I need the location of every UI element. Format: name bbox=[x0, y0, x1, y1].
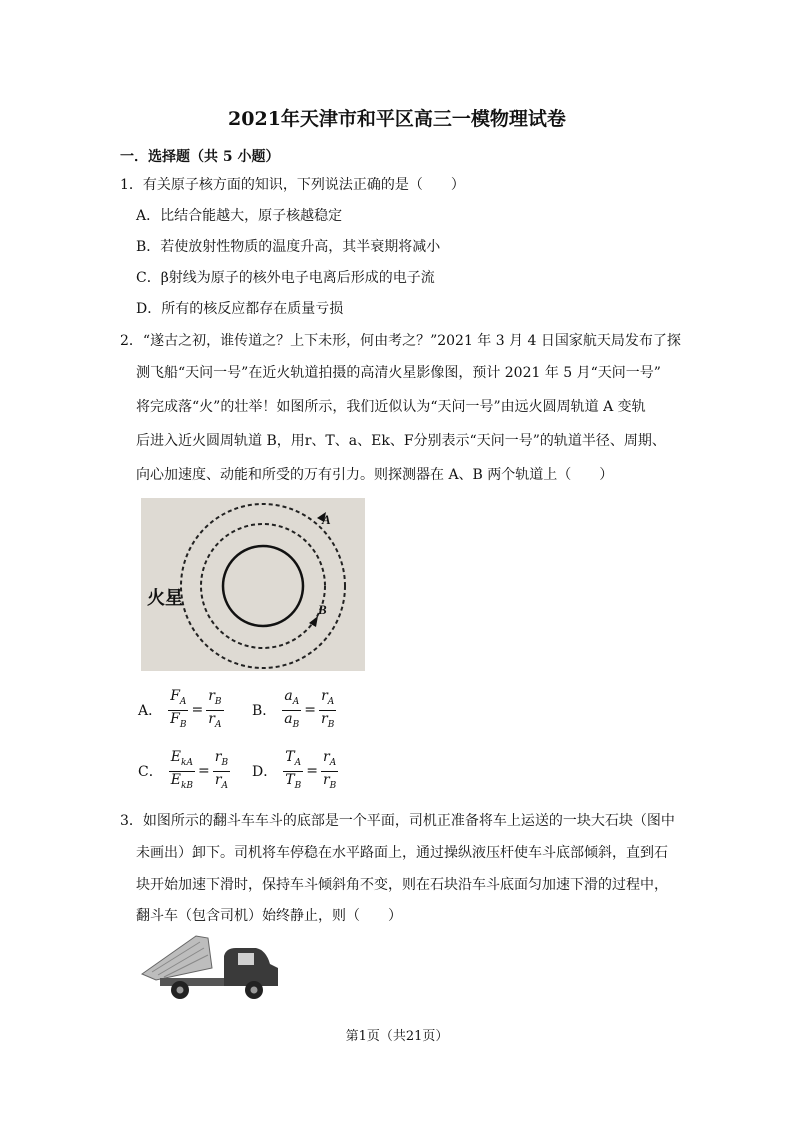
q1-option-d: D．所有的核反应都存在质量亏损 bbox=[136, 301, 344, 317]
q2-stem-line-5: 向心加速度、动能和所受的万有引力。则探测器在 A、B 两个轨道上（ ） bbox=[136, 467, 614, 483]
equals-sign: = bbox=[198, 763, 210, 780]
q2-stem-line-4: 后进入近火圆周轨道 B，用r、T、a、Ek、F分别表示“天问一号”的轨道半径、周期、 bbox=[136, 433, 666, 449]
fraction-left: $\frac{a_A}{a_B}$ bbox=[284, 688, 300, 730]
q2-stem-line-3: 将完成落“火”的壮举！如图所示，我们近似认为“天问一号”由远火圆周轨道 A 变轨 bbox=[136, 399, 646, 415]
equals-sign: = bbox=[304, 702, 317, 719]
q2-option-b bbox=[252, 688, 336, 733]
q2-stem-line-2: 测飞船“天问一号”在近火轨道拍摄的高清火星影像图，预计 2021 年 5 月“天问一号” bbox=[136, 365, 661, 381]
option-label: A． bbox=[138, 703, 163, 720]
fraction-left: $\frac{T_A}{T_B}$ bbox=[285, 749, 302, 791]
fraction-right: $\frac{r_B}{r_A}$ bbox=[208, 688, 222, 730]
q2-option-c bbox=[138, 749, 230, 794]
section-heading: 一．选择题（共 5 小题） bbox=[120, 149, 280, 165]
q1-option-a: A．比结合能越大，原子核越稳定 bbox=[136, 208, 343, 224]
q1-option-b: B．若使放射性物质的温度升高，其半衰期将减小 bbox=[136, 239, 441, 255]
q2-stem-line-1: 2．“遂古之初，谁传道之？上下未形，何由考之？”2021 年 3 月 4 日国家航天局发布了探 bbox=[120, 333, 681, 349]
q3-stem-line-4: 翻斗车（包含司机）始终静止，则（ ） bbox=[136, 908, 402, 924]
mars-orbit-figure bbox=[141, 498, 365, 671]
page-title: 2021年天津市和平区高三一模物理试卷 bbox=[228, 108, 566, 130]
dump-truck-icon bbox=[138, 928, 283, 1006]
q2-option-a bbox=[138, 688, 224, 733]
orbit-b-label: B bbox=[318, 602, 327, 617]
q2-option-d bbox=[252, 749, 338, 794]
equals-sign: = bbox=[191, 702, 204, 719]
option-label: B． bbox=[252, 703, 277, 720]
mars-surface-circle bbox=[223, 546, 303, 626]
fraction-left: $\frac{F_A}{F_B}$ bbox=[170, 688, 187, 730]
q1-option-c: C．β射线为原子的核外电子电离后形成的电子流 bbox=[136, 270, 435, 286]
option-label: C． bbox=[138, 764, 163, 781]
planet-label: 火星 bbox=[147, 588, 183, 608]
orbit-diagram bbox=[141, 498, 365, 671]
orbit-a-label: A bbox=[322, 512, 331, 527]
fraction-right: $\frac{r_A}{r_B}$ bbox=[321, 688, 335, 730]
option-label: D． bbox=[252, 764, 278, 781]
q3-stem-line-1: 3．如图所示的翻斗车车斗的底部是一个平面，司机正准备将车上运送的一块大石块（图中 bbox=[120, 813, 675, 829]
dump-truck-figure bbox=[138, 928, 283, 1006]
fraction-left: $\frac{E_{kA}}{E_{kB}}$ bbox=[170, 749, 194, 791]
q3-stem-line-2: 未画出）卸下。司机将车停稳在水平路面上，通过操纵液压杆使车斗底部倾斜，直到石 bbox=[136, 845, 668, 861]
q3-stem-line-3: 块开始加速下滑时，保持车斗倾斜角不变，则在石块沿车斗底面匀加速下滑的过程中， bbox=[136, 877, 668, 893]
orbit-b-circle bbox=[201, 524, 325, 648]
equals-sign: = bbox=[306, 763, 318, 780]
q1-stem: 1．有关原子核方面的知识，下列说法正确的是（ ） bbox=[120, 177, 465, 193]
fraction-right: $\frac{r_A}{r_B}$ bbox=[322, 749, 337, 791]
fraction-right: $\frac{r_B}{r_A}$ bbox=[214, 749, 229, 791]
orbit-a-circle bbox=[181, 504, 345, 668]
page-footer: 第1页（共21页） bbox=[345, 1029, 449, 1044]
